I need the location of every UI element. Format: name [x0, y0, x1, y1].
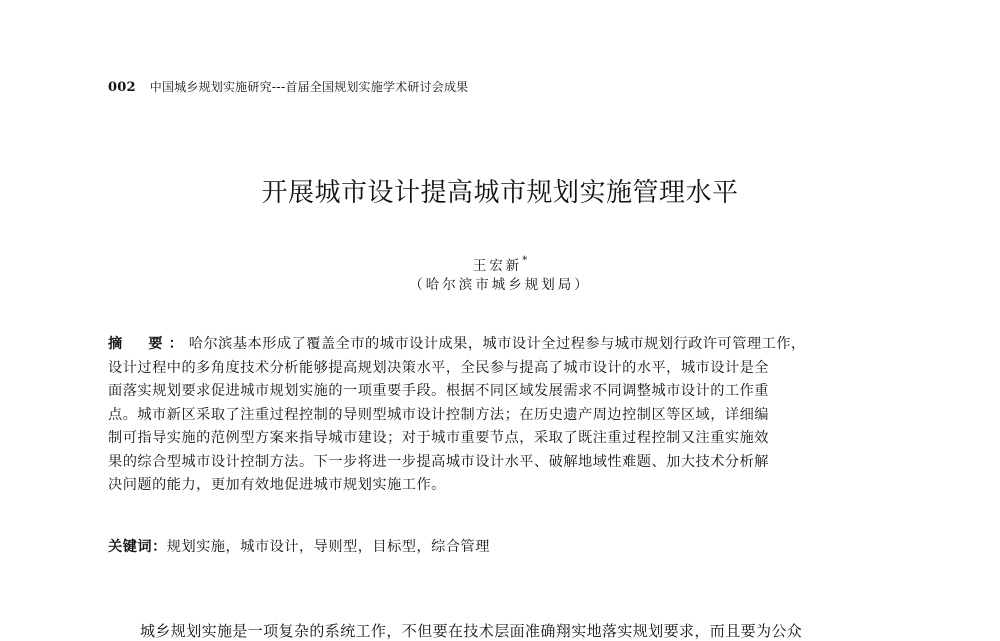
author-name: 王宏新 — [472, 258, 523, 274]
keywords-text: 规划实施，城市设计，导则型，目标型，综合管理 — [166, 539, 490, 555]
article-title: 开展城市设计提高城市规划实施管理水平 — [261, 178, 739, 208]
abstract-line: 果的综合型城市设计控制方法。下一步将进一步提高城市设计水平、破解地域性难题、加大技术分析解 — [108, 453, 769, 470]
author-footnote-mark: * — [522, 254, 528, 266]
abstract-line: 制可指导实施的范例型方案来指导城市建设；对于城市重要节点，采取了既注重过程控制又注重实施效 — [108, 430, 769, 446]
abstract — [108, 333, 898, 498]
running-head — [108, 78, 468, 95]
abstract-line: 点。城市新区采取了注重过程控制的导则型城市设计控制方法；在历史遗产周边控制区等区域，详细编 — [108, 406, 769, 423]
abstract-line: 决问题的能力，更加有效地促进城市规划实施工作。 — [108, 477, 446, 493]
keywords-label: 关键词： — [108, 539, 167, 555]
keywords — [108, 536, 490, 556]
abstract-line: 面落实规划要求促进城市规划实施的一项重要手段。根据不同区域发展需求不同调整城市设计的工作重 — [108, 383, 769, 399]
page-number: 002 — [108, 80, 136, 95]
book-title: 中国城乡规划实施研究---首届全国规划实施学术研讨会成果 — [149, 80, 469, 94]
abstract-line: 设计过程中的多角度技术分析能够提高规划决策水平，全民参与提高了城市设计的水平，城市设计是全 — [108, 359, 769, 376]
abstract-label: 摘 要： — [108, 336, 189, 352]
abstract-line: 摘 要：哈尔滨基本形成了覆盖全市的城市设计成果，城市设计全过程参与城市规划行政许可管理工作， — [108, 336, 806, 352]
body-paragraph-first-line: 城乡规划实施是一项复杂的系统工作，不但要在技术层面准确翔实地落实规划要求，而且要为公众 — [140, 622, 803, 640]
author-line — [0, 254, 1000, 274]
author-affiliation: （哈尔滨市城乡规划局） — [409, 277, 591, 293]
